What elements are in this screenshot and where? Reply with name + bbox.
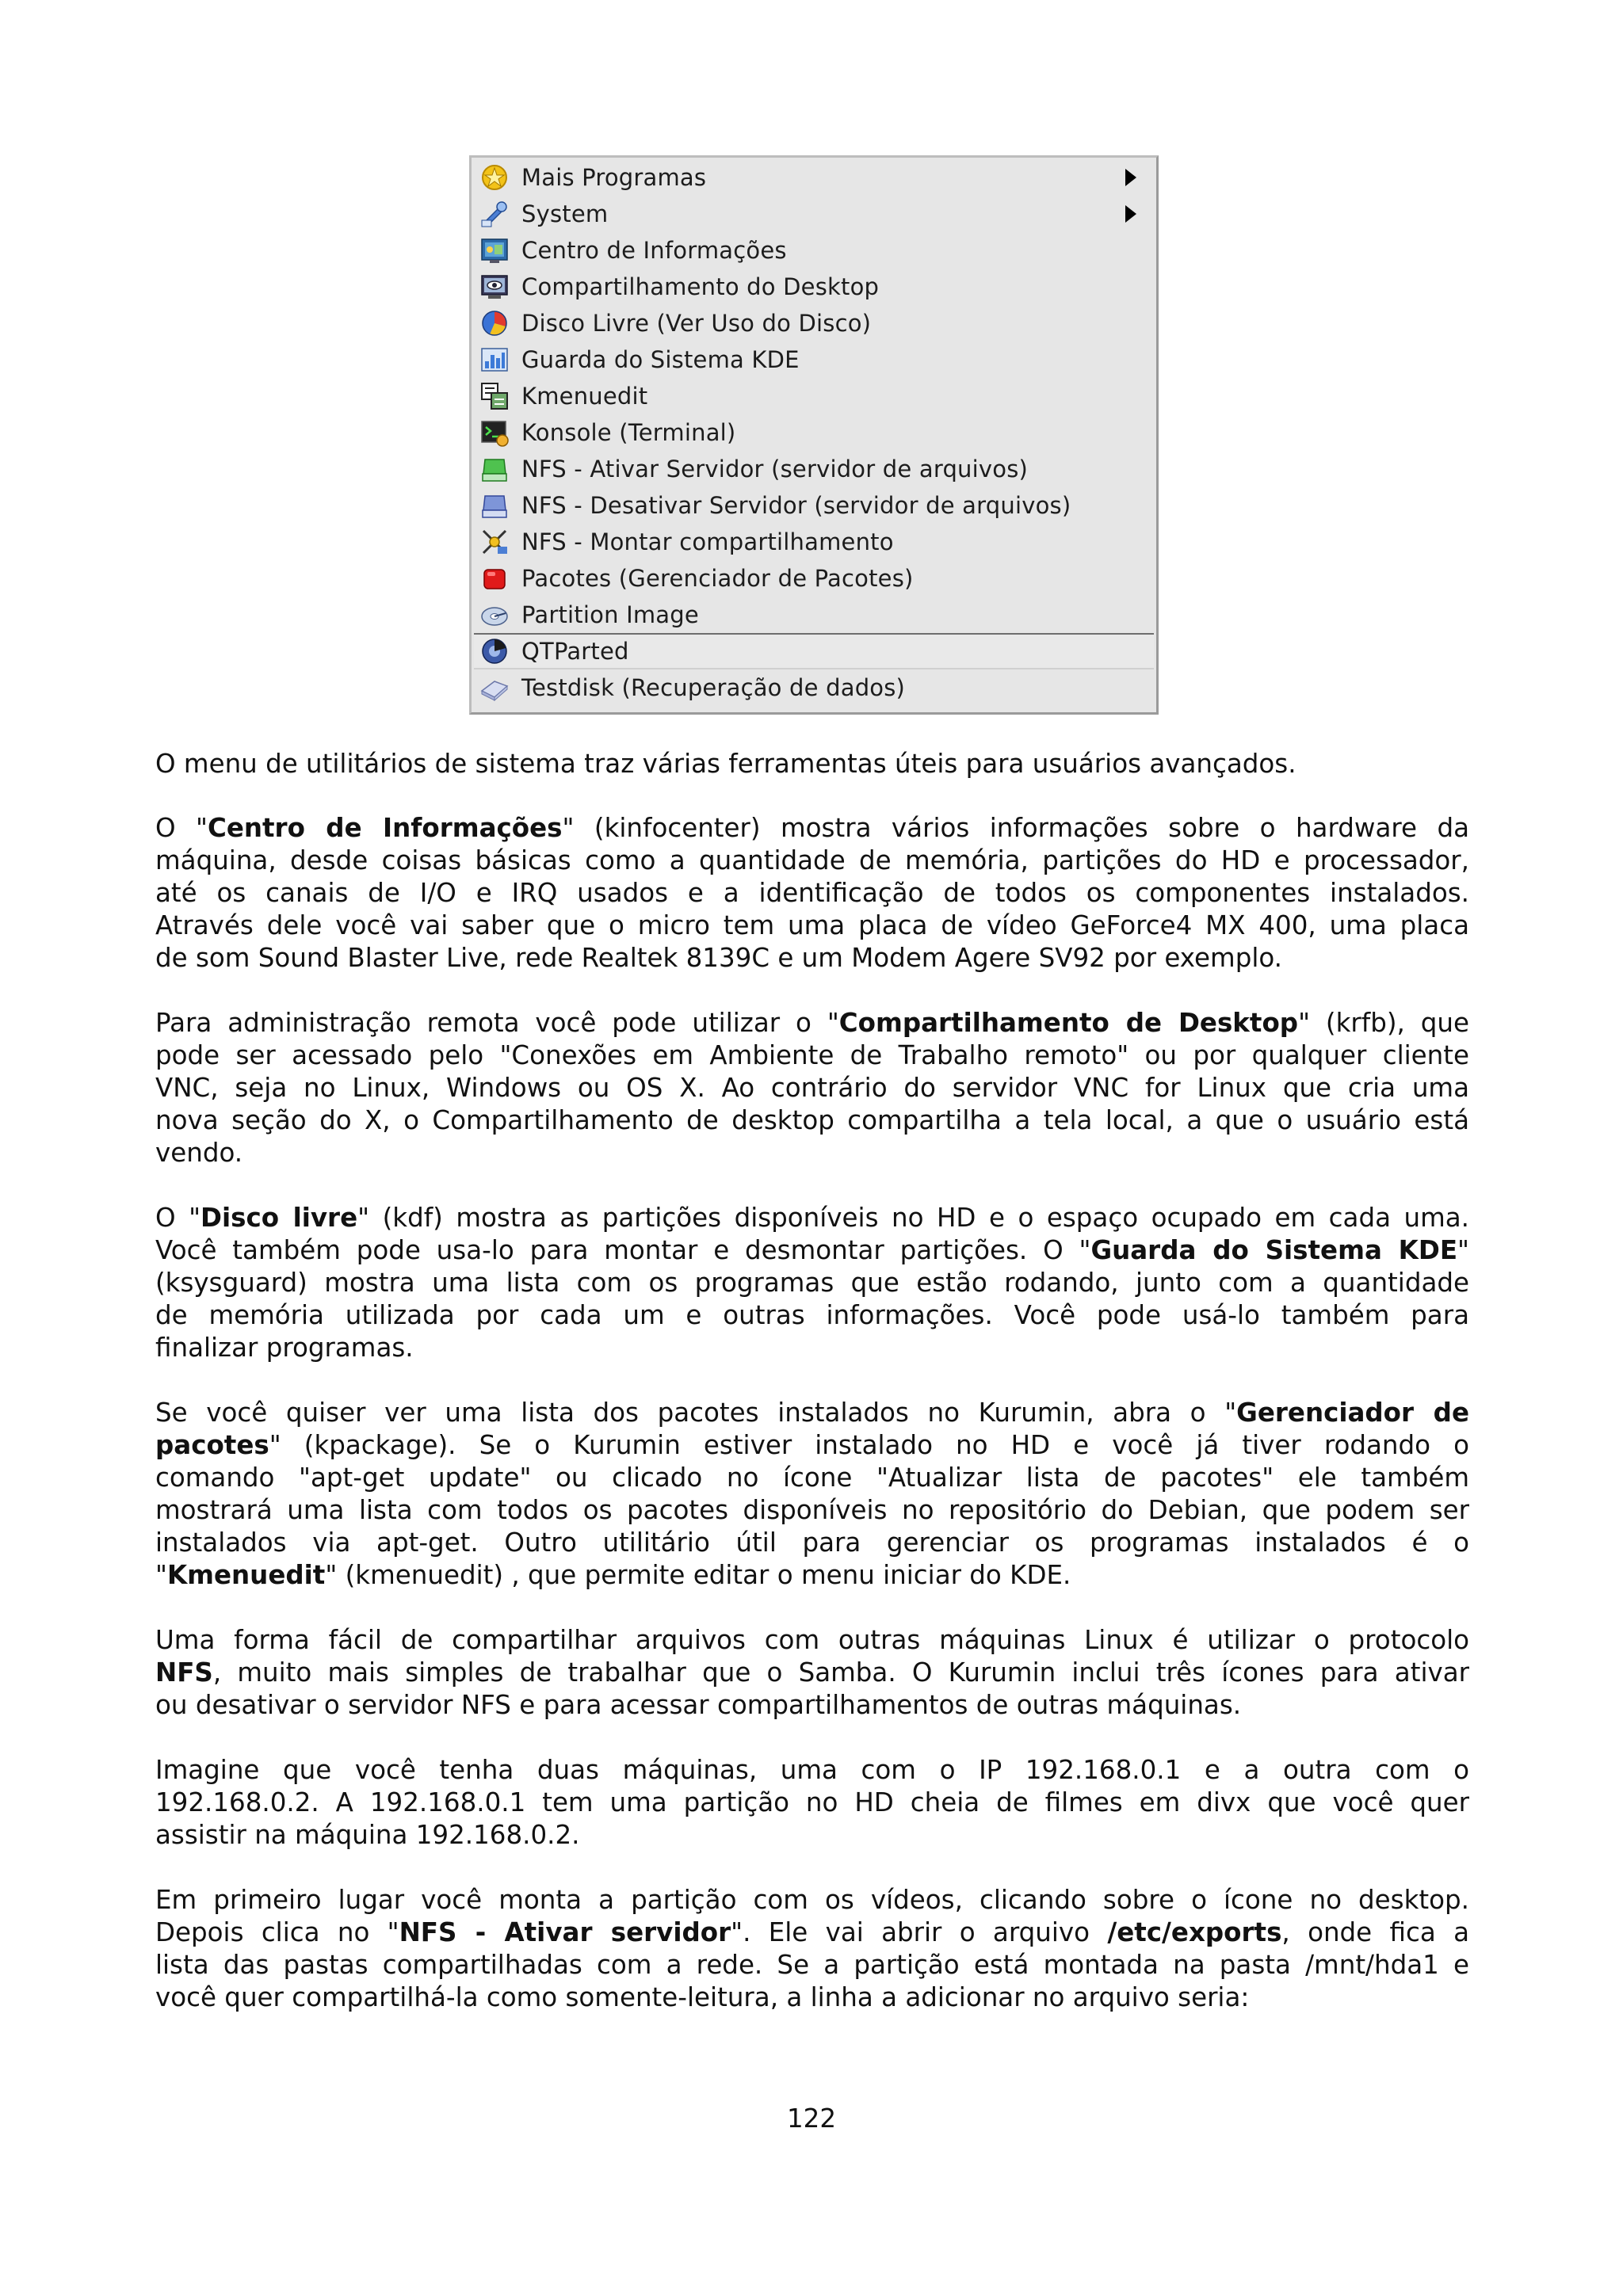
- menu-item-label: Partition Image: [521, 601, 699, 628]
- menu-item-kmenuedit[interactable]: [474, 378, 1154, 414]
- menu-item-label: Mais Programas: [521, 164, 707, 191]
- menu-item-label: Centro de Informações: [521, 237, 787, 264]
- menu-item-label: Pacotes (Gerenciador de Pacotes): [521, 565, 914, 592]
- bold-term: Gerenciador de: [1236, 1398, 1469, 1428]
- text-line: Uma forma fácil de compartilhar arquivos com outras máquinas Linux é utilizar o protocolo: [155, 1625, 1469, 1655]
- qtparted-icon: [479, 635, 510, 667]
- paragraph-intro: [155, 748, 1469, 780]
- text-line: nova seção do X, o Compartilhamento de desktop compartilha a tela local, a que o usuário está: [155, 1105, 1469, 1135]
- menu-item-system[interactable]: [474, 196, 1154, 232]
- info-center-icon: [479, 235, 510, 266]
- text-line: até os canais de I/O e IRQ usados e a identificação de todos os componentes instalados.: [155, 878, 1469, 908]
- text-line: "Kmenuedit" (kmenuedit) , que permite editar o menu iniciar do KDE.: [155, 1560, 1071, 1590]
- menu-item-compartilhamento-do-desktop[interactable]: [474, 269, 1154, 305]
- paragraph-disco-livre: [155, 1202, 1469, 1364]
- paragraph-etc-exports: [155, 1884, 1469, 2014]
- paragraph-gerenciador-de-pacotes: [155, 1397, 1469, 1592]
- text-line: Depois clica no "NFS - Ativar servidor". Ele vai abrir o arquivo /etc/exports, onde fica a: [155, 1917, 1469, 1947]
- menu-item-label: NFS - Montar compartilhamento: [521, 528, 894, 555]
- menu-item-partition-image[interactable]: [474, 597, 1154, 633]
- text-line: (ksysguard) mostra uma lista com os programas que estão rodando, junto com a quantidade: [155, 1268, 1469, 1298]
- menu-item-label: Compartilhamento do Desktop: [521, 273, 880, 300]
- text-line: pacotes" (kpackage). Se o Kurumin estiver instalado no HD e você já tiver rodando o: [155, 1430, 1469, 1460]
- submenu-arrow-icon: [1125, 205, 1136, 223]
- package-manager-icon: [479, 563, 510, 594]
- text-line: 192.168.0.2. A 192.168.0.1 tem uma partição no HD cheia de filmes em divx que você quer: [155, 1787, 1469, 1817]
- terminal-icon: [479, 417, 510, 448]
- system-tools-icon: [479, 198, 510, 230]
- network-share-icon: [479, 526, 510, 558]
- partition-image-icon: [479, 599, 510, 631]
- paragraph-exemplo-ip: [155, 1754, 1469, 1852]
- text-line: Através dele você vai saber que o micro tem uma placa de vídeo GeForce4 MX 400, uma placa: [155, 910, 1469, 940]
- menu-item-nfs-ativar-servidor[interactable]: [474, 451, 1154, 487]
- bold-term: NFS - Ativar servidor: [399, 1917, 731, 1947]
- paragraph-nfs: [155, 1624, 1469, 1722]
- nfs-server-blue-icon: [479, 490, 510, 521]
- text-line: Imagine que você tenha duas máquinas, uma com o IP 192.168.0.1 e a outra com o: [155, 1755, 1469, 1785]
- bold-term: Disco livre: [200, 1203, 358, 1233]
- bold-term: pacotes: [155, 1430, 269, 1460]
- text-line: O "Disco livre" (kdf) mostra as partições disponíveis no HD e o espaço ocupado em cada uma.: [155, 1203, 1469, 1233]
- menu-item-qtparted[interactable]: [474, 633, 1154, 669]
- bold-term: Centro de Informações: [207, 813, 563, 843]
- text-line: assistir na máquina 192.168.0.2.: [155, 1820, 580, 1850]
- system-monitor-icon: [479, 344, 510, 376]
- menu-item-label: System: [521, 200, 609, 227]
- bold-term: NFS: [155, 1657, 213, 1688]
- text-line: instalados via apt-get. Outro utilitário útil para gerenciar os programas instalados é o: [155, 1527, 1469, 1558]
- menu-item-label: NFS - Desativar Servidor (servidor de arquivos): [521, 492, 1071, 519]
- menu-item-nfs-desativar-servidor[interactable]: [474, 487, 1154, 524]
- folder-star-icon: [479, 162, 510, 193]
- menu-item-mais-programas[interactable]: [474, 159, 1154, 196]
- text-line: você quer compartilhá-la como somente-leitura, a linha a adicionar no arquivo seria:: [155, 1982, 1250, 2012]
- text-line: O menu de utilitários de sistema traz várias ferramentas úteis para usuários avançados.: [155, 749, 1296, 779]
- menu-item-disco-livre[interactable]: [474, 305, 1154, 341]
- menu-item-nfs-montar-compartilhamento[interactable]: [474, 524, 1154, 560]
- bold-term: Guarda do Sistema KDE: [1090, 1235, 1458, 1265]
- text-line: pode ser acessado pelo "Conexões em Ambiente de Trabalho remoto" ou por qualquer cliente: [155, 1040, 1469, 1070]
- text-line: NFS, muito mais simples de trabalhar que o Samba. O Kurumin inclui três ícones para ativar: [155, 1657, 1469, 1688]
- text-line: comando "apt-get update" ou clicado no ícone "Atualizar lista de pacotes" ele também: [155, 1463, 1469, 1493]
- text-line: Para administração remota você pode utilizar o "Compartilhamento de Desktop" (krfb), que: [155, 1008, 1470, 1038]
- menu-item-label: Kmenuedit: [521, 383, 648, 410]
- menu-item-pacotes[interactable]: [474, 560, 1154, 597]
- text-line: vendo.: [155, 1138, 243, 1168]
- text-line: máquina, desde coisas básicas como a quantidade de memória, partições do HD e processador,: [155, 845, 1469, 875]
- text-line: O "Centro de Informações" (kinfocenter) mostra vários informações sobre o hardware da: [155, 813, 1469, 843]
- menu-item-label: Testdisk (Recuperação de dados): [521, 674, 906, 701]
- text-line: de memória utilizada por cada um e outras informações. Você pode usá-lo também para: [155, 1300, 1469, 1330]
- bold-term: Compartilhamento de Desktop: [838, 1008, 1299, 1038]
- text-line: de som Sound Blaster Live, rede Realtek 8139C e um Modem Agere SV92 por exemplo.: [155, 943, 1283, 973]
- menu-item-label: NFS - Ativar Servidor (servidor de arquivos): [521, 456, 1029, 482]
- paragraph-centro-de-informacoes: [155, 812, 1469, 974]
- menu-item-testdisk[interactable]: [474, 669, 1154, 706]
- menu-item-guarda-do-sistema-kde[interactable]: [474, 341, 1154, 378]
- text-line: Em primeiro lugar você monta a partição com os vídeos, clicando sobre o ícone no desktop.: [155, 1885, 1469, 1915]
- kde-system-menu: [469, 155, 1159, 715]
- menu-editor-icon: [479, 380, 510, 412]
- menu-item-label: Konsole (Terminal): [521, 419, 736, 446]
- page-number: 122: [786, 2103, 837, 2134]
- menu-item-label: Guarda do Sistema KDE: [521, 346, 800, 373]
- text-line: lista das pastas compartilhadas com a rede. Se a partição está montada na pasta /mnt/hda1 e: [155, 1950, 1469, 1980]
- text-line: mostrará uma lista com todos os pacotes disponíveis no repositório do Debian, que podem ser: [155, 1495, 1469, 1525]
- text-line: Você também pode usa-lo para montar e desmontar partições. O "Guarda do Sistema KDE": [155, 1235, 1469, 1265]
- menu-item-label: QTParted: [521, 638, 629, 665]
- bold-term: /etc/exports: [1107, 1917, 1282, 1947]
- text-line: ou desativar o servidor NFS e para acessar compartilhamentos de outras máquinas.: [155, 1690, 1242, 1720]
- text-line: VNC, seja no Linux, Windows ou OS X. Ao contrário do servidor VNC for Linux que cria uma: [155, 1073, 1469, 1103]
- desktop-sharing-icon: [479, 271, 510, 303]
- menu-item-konsole[interactable]: [474, 414, 1154, 451]
- bold-term: Kmenuedit: [166, 1560, 326, 1590]
- testdisk-icon: [479, 672, 510, 704]
- submenu-arrow-icon: [1125, 169, 1136, 186]
- text-line: Se você quiser ver uma lista dos pacotes instalados no Kurumin, abra o "Gerenciador de: [155, 1398, 1469, 1428]
- nfs-server-green-icon: [479, 453, 510, 485]
- paragraph-compartilhamento-de-desktop: [155, 1007, 1469, 1169]
- text-line: finalizar programas.: [155, 1333, 414, 1363]
- menu-item-label: Disco Livre (Ver Uso do Disco): [521, 310, 872, 337]
- disk-usage-pie-icon: [479, 307, 510, 339]
- menu-item-centro-de-informacoes[interactable]: [474, 232, 1154, 269]
